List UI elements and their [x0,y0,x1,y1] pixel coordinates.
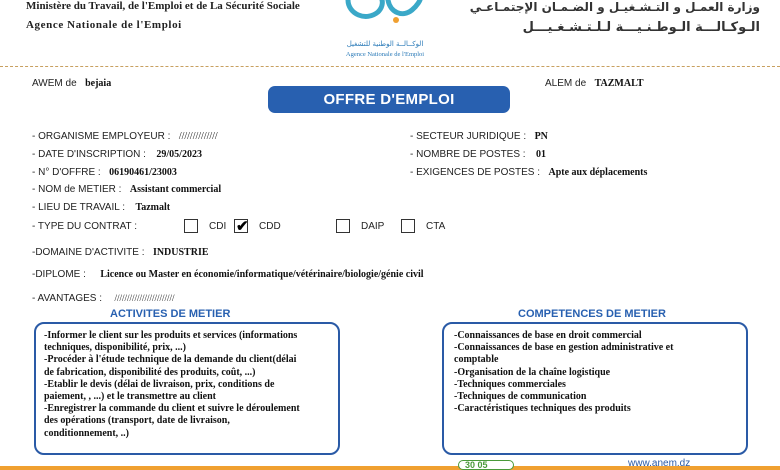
activites-title: ACTIVITES DE METIER [110,308,231,320]
field-diplome [32,264,424,282]
awem-value: bejaia [85,78,112,89]
anem-logo-icon [330,0,440,40]
checkbox-daip-label: DAIP [361,221,385,232]
field-lieu-travail [32,197,170,215]
alem-value: TAZMALT [594,78,644,89]
activites-box [34,322,340,455]
activites-line: des opérations (transport, date de livraison, [44,415,230,427]
offer-title: OFFRE D'EMPLOI [268,86,510,113]
anem-logo [330,0,440,64]
activites-line: paiement, , ...) et le transmettre au client [44,391,216,403]
competences-line: -Connaissances de base en gestion administrative et [454,342,674,354]
agency-name-fr: Agence Nationale de l'Emploi [26,19,182,31]
checkbox-daip[interactable] [336,219,350,233]
field-secteur-juridique [410,126,548,144]
alem-row [545,73,644,91]
awem-row [32,73,111,91]
competences-line: -Techniques commerciales [454,378,566,390]
agency-name-ar: الـوكـالـــة الـوطـنـيـــة لـلـتـشـغـيـــل [522,20,760,35]
field-label: - NOMBRE DE POSTES : [410,149,526,160]
field-value: ////////////// [178,131,218,142]
alem-label: ALEM de [545,78,587,89]
ministry-name-fr: Ministère du Travail, de l'Emploi et de La Sécurité Sociale [26,0,300,12]
activites-line: techniques, disponibilité, prix, ...) [44,342,186,354]
activites-line: de fabrication, disponibilité des produits, coût, ...) [44,366,256,378]
field-label: - AVANTAGES : [32,293,103,304]
field-num-offre [32,162,177,180]
checkbox-cdd-label: CDD [259,221,281,232]
ministry-name-ar: وزارة العمـل و التـشـغيـل و الضـمـان الإجتمـاعـي [469,0,760,14]
logo-caption-ar: الوكــالــة الوطنية للتشغيل [346,40,424,48]
field-organisme [32,126,218,144]
field-label: -DIPLOME : [32,269,86,280]
phone-badge: 30 05 [458,460,514,470]
competences-box [442,322,748,455]
competences-line: -Caractéristiques techniques des produits [454,403,631,415]
field-value: PN [534,131,548,142]
field-label: - ORGANISME EMPLOYEUR : [32,131,171,142]
field-nom-metier [32,179,221,197]
competences-line: -Connaissances de base en droit commercial [454,330,642,341]
field-label: - N° D'OFFRE : [32,167,101,178]
field-label: - NOM de METIER : [32,184,122,195]
field-domaine [32,242,209,260]
field-value: 29/05/2023 [156,149,202,160]
checkbox-cta-label: CTA [426,221,446,232]
checkbox-cta[interactable] [401,219,415,233]
field-label: - EXIGENCES DE POSTES : [410,167,541,178]
field-value: 06190461/23003 [109,167,177,178]
competences-line: -Techniques de communication [454,391,587,403]
field-label: -DOMAINE D'ACTIVITE : [32,247,145,258]
field-label: - SECTEUR JURIDIQUE : [410,131,527,142]
check-mark-icon: ✔ [236,218,249,235]
competences-title: COMPETENCES DE METIER [518,308,666,320]
competences-line: -Organisation de la chaîne logistique [454,366,611,378]
awem-label: AWEM de [32,78,77,89]
field-nombre-postes [410,144,546,162]
field-value: Assistant commercial [129,184,222,195]
contract-label: - TYPE DU CONTRAT : [32,221,138,232]
activites-line: -Etablir le devis (délai de livraison, prix, conditions de [44,378,275,390]
field-value: Apte aux déplacements [548,167,648,178]
competences-line: comptable [454,354,499,366]
field-value: Tazmalt [135,202,171,213]
checkbox-cdd[interactable] [234,219,248,233]
field-value: INDUSTRIE [152,247,209,258]
checkbox-cdi[interactable] [184,219,198,233]
field-exigences [410,162,647,180]
field-date-inscription [32,144,202,162]
header-divider [0,66,780,67]
logo-caption-fr: Agence Nationale de l'Emploi [345,51,425,58]
field-label: - DATE D'INSCRIPTION : [32,149,146,160]
activites-line: conditionnement, ..) [44,427,129,439]
field-value: //////////////////////// [114,293,175,303]
anem-website[interactable]: www.anem.dz [628,458,691,469]
field-value: 01 [536,149,547,160]
field-avantages [32,288,174,306]
activites-line: -Procéder à l'étude technique de la demande du client(délai [44,354,297,366]
checkbox-cdi-label: CDI [209,221,227,232]
field-label: - LIEU DE TRAVAIL : [32,202,125,213]
activites-line: -Enregistrer la commande du client et suivre le déroulement [44,403,300,415]
activites-line: -Informer le client sur les produits et services (informations [44,330,298,341]
field-value: Licence ou Master en économie/informatique/vétérinaire/biologie/génie civil [100,269,424,280]
